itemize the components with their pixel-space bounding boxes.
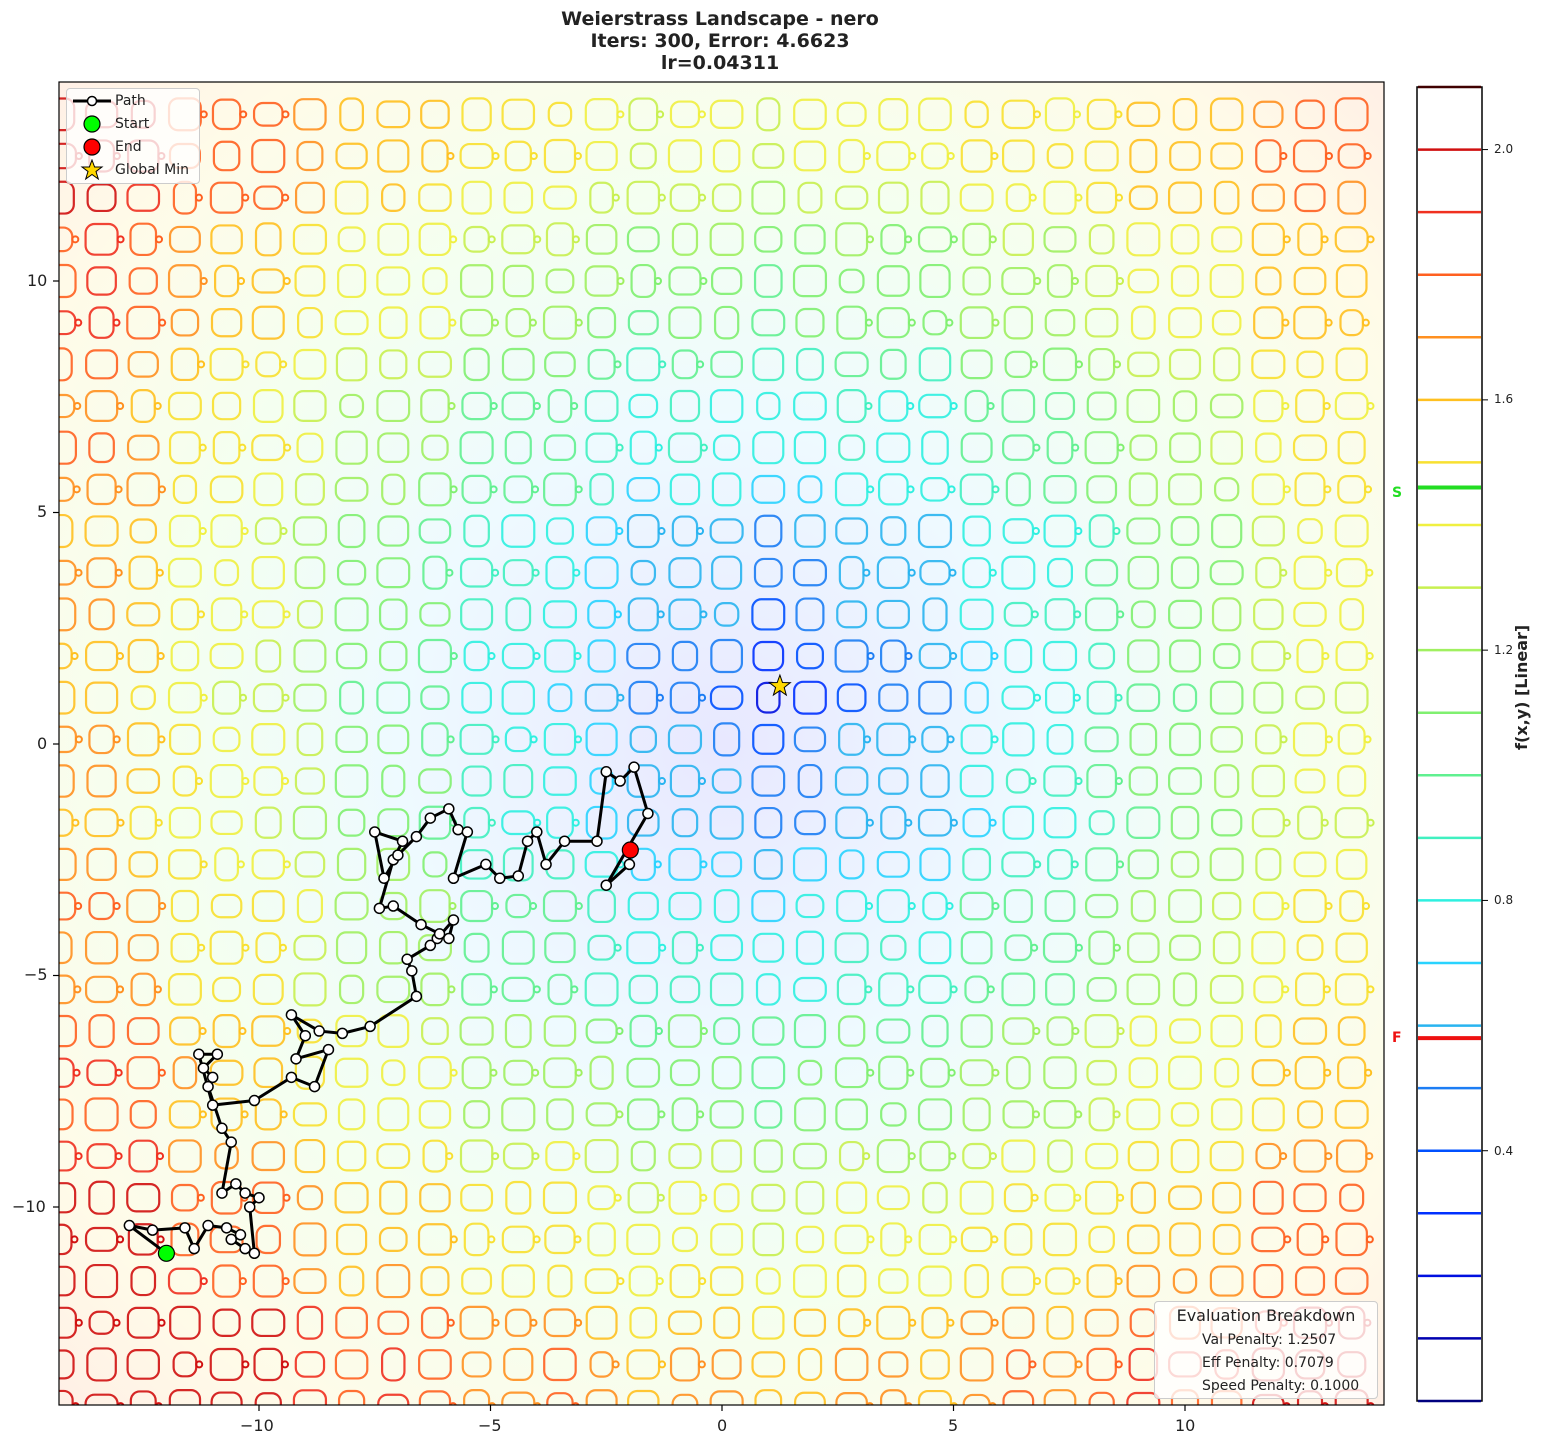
heat-background <box>59 82 1384 1405</box>
y-tick-label: 0 <box>37 734 48 753</box>
title-line-3: lr=0.04311 <box>660 52 780 74</box>
legend-label: Start <box>115 116 150 132</box>
colorbar-tick-label: 2.0 <box>1494 142 1514 156</box>
eff-penalty: Eff Penalty: 0.7079 <box>1202 1355 1334 1371</box>
x-tick-label: 10 <box>1175 1416 1196 1435</box>
val-penalty: Val Penalty: 1.2507 <box>1202 1332 1337 1348</box>
start-value-marker: S <box>1392 485 1403 501</box>
x-tick-label: −5 <box>478 1416 502 1435</box>
legend <box>66 88 200 184</box>
legend-label: Path <box>115 93 146 109</box>
x-tick-label: −10 <box>240 1416 274 1435</box>
legend-label: End <box>115 139 142 155</box>
y-tick-label: 5 <box>37 502 48 521</box>
final-value-marker: F <box>1392 1030 1402 1046</box>
y-tick-label: −10 <box>12 1197 46 1216</box>
x-axis-ticks <box>259 1405 1185 1411</box>
title-line-2: Iters: 300, Error: 4.6623 <box>590 30 850 52</box>
y-tick-label: −5 <box>24 965 48 984</box>
colorbar-tick-label: 1.2 <box>1494 643 1514 657</box>
green-circle-icon <box>71 113 115 135</box>
colorbar-frame <box>1417 87 1482 1401</box>
speed-penalty: Speed Penalty: 0.1000 <box>1202 1378 1360 1394</box>
colorbar-tick-label: 1.6 <box>1494 392 1514 406</box>
x-tick-label: 0 <box>717 1416 728 1435</box>
evaluation-breakdown-box <box>1154 1301 1378 1399</box>
title-line-1: Weierstrass Landscape - nero <box>561 8 879 30</box>
red-circle-icon <box>71 136 115 158</box>
x-tick-label: 5 <box>948 1416 959 1435</box>
colorbar-label: f(x,y) [Linear] <box>1512 624 1531 750</box>
evaluation-title: Evaluation Breakdown <box>1176 1306 1356 1325</box>
star-icon <box>71 159 115 181</box>
legend-label: Global Min <box>115 162 189 178</box>
y-axis-ticks <box>53 281 59 1207</box>
colorbar-tick-label: 0.8 <box>1494 893 1514 907</box>
colorbar-tick-label: 0.4 <box>1494 1144 1514 1158</box>
path-line-icon <box>71 90 115 112</box>
y-tick-label: 10 <box>27 271 48 290</box>
